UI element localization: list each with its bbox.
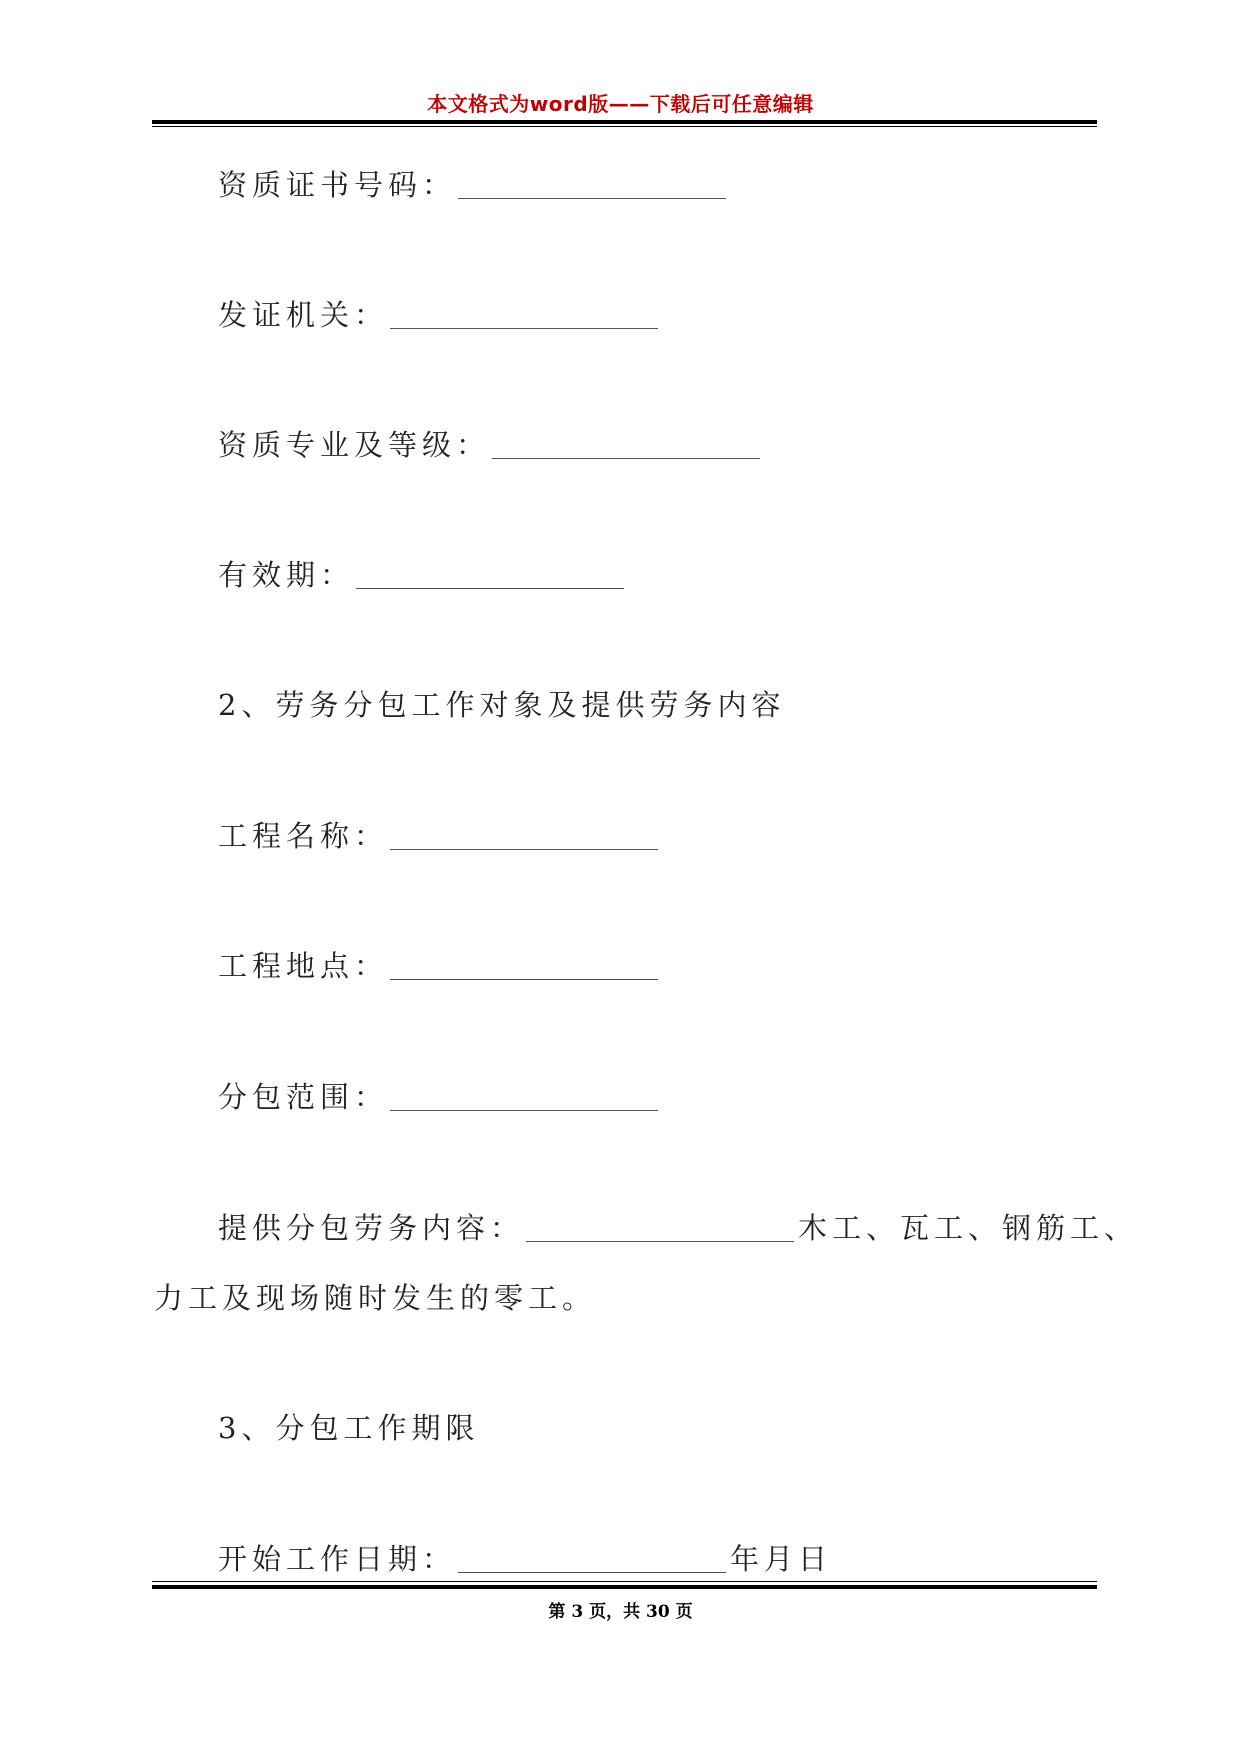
page-indicator: 第 3 页，共 30 页 <box>548 1602 693 1622</box>
subcontract-scope-blank <box>390 1108 658 1111</box>
project-name-line <box>218 819 662 853</box>
footer-rule-thin <box>152 1581 1097 1582</box>
section2-heading: 2、劳务分包工作对象及提供劳务内容 <box>218 688 786 722</box>
cert-number-blank <box>458 196 726 199</box>
section3-heading: 3、分包工作期限 <box>218 1411 480 1445</box>
cert-number-line <box>218 168 730 202</box>
issuing-authority-line <box>218 298 662 332</box>
start-date-blank <box>458 1570 726 1573</box>
project-location-blank <box>390 977 658 980</box>
subcontract-scope-line <box>218 1080 662 1114</box>
project-location-label: 工程地点： <box>218 949 389 983</box>
subcontract-scope-label: 分包范围： <box>218 1080 389 1114</box>
start-date-suffix: 年月日 <box>730 1542 833 1576</box>
qualification-grade-blank <box>492 456 760 459</box>
validity-blank <box>356 586 624 589</box>
header-rule-thick <box>152 120 1097 124</box>
labor-content-blank <box>526 1239 794 1242</box>
start-date-line <box>218 1542 832 1576</box>
project-name-blank <box>390 847 658 850</box>
project-location-line <box>218 949 662 983</box>
qualification-grade-line <box>218 428 764 462</box>
project-name-label: 工程名称： <box>218 819 389 853</box>
start-date-label: 开始工作日期： <box>218 1542 457 1576</box>
header-rule-thin <box>152 126 1097 127</box>
validity-label: 有效期： <box>218 558 355 592</box>
validity-line <box>218 558 628 592</box>
labor-content-tail: 木工、瓦工、钢筋工、 <box>798 1211 1139 1245</box>
labor-content-continuation: 力工及现场随时发生的零工。 <box>154 1281 597 1315</box>
footer-rule-thick <box>152 1585 1097 1589</box>
qualification-grade-label: 资质专业及等级： <box>218 428 491 462</box>
header-banner: 本文格式为word版——下载后可任意编辑 <box>427 92 814 116</box>
issuing-authority-blank <box>390 326 658 329</box>
labor-content-line <box>218 1211 1138 1245</box>
issuing-authority-label: 发证机关： <box>218 298 389 332</box>
labor-content-label: 提供分包劳务内容： <box>218 1211 525 1245</box>
cert-number-label: 资质证书号码： <box>218 168 457 202</box>
